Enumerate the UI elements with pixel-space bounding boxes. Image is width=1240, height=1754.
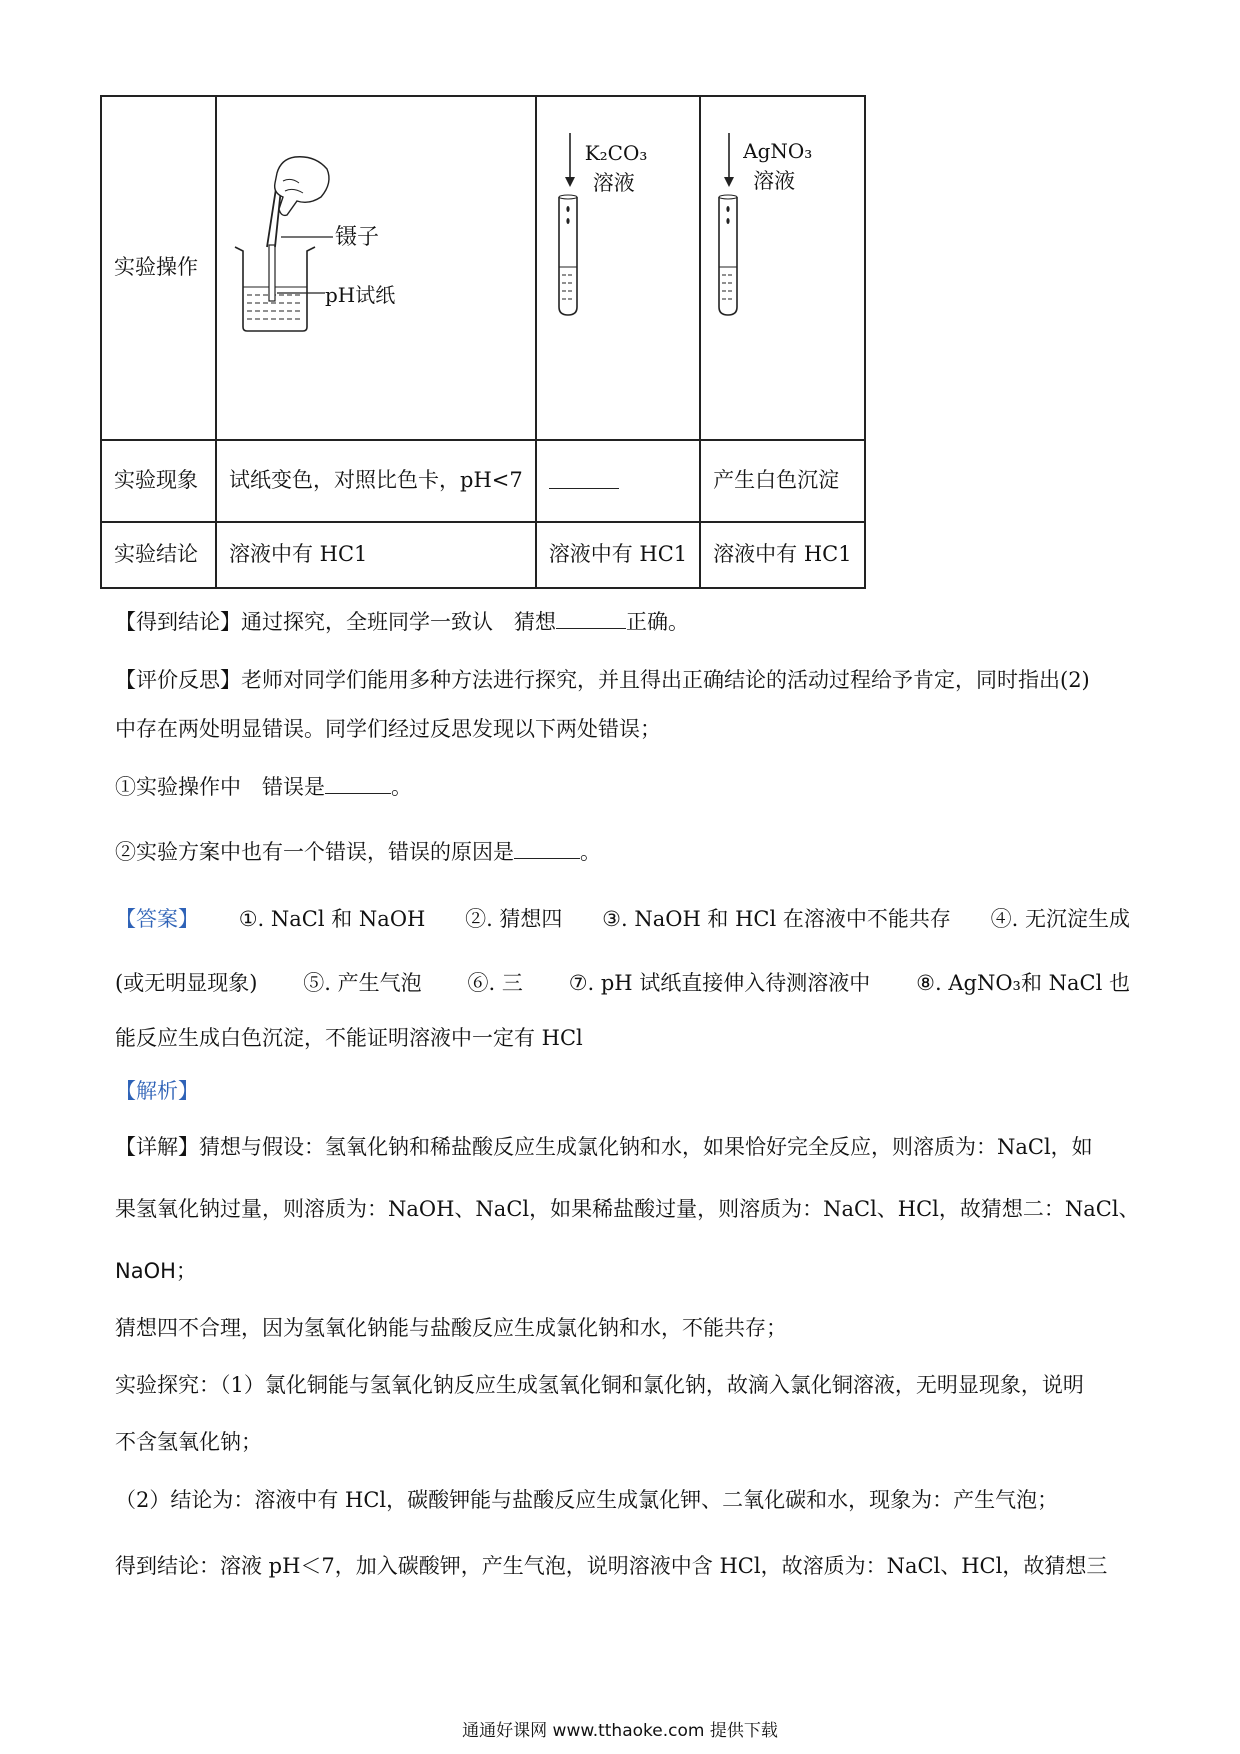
- page-footer: 通通好课网 www.tthaoke.com 提供下载: [462, 1721, 778, 1741]
- row-label-operation: 实验操作: [101, 96, 216, 440]
- conclusion-text-before: 【得到结论】通过探究，全班同学一致认 猜想: [115, 610, 556, 634]
- detail-line-5: 实验探究：（1）氯化铜能与氢氧化钠反应生成氢氧化铜和氯化钠，故滴入氯化铜溶液，无明显现象，说明: [115, 1373, 1084, 1397]
- analysis-label: 【解析】: [115, 1079, 199, 1103]
- answer-6: ⑥. 三: [467, 971, 523, 995]
- error-2-text: ②实验方案中也有一个错误，错误的原因是: [115, 840, 514, 864]
- detail-line-3: NaOH；: [115, 1259, 197, 1283]
- label-k2co3: K₂CO₃: [584, 141, 648, 165]
- answer-3: ③. NaOH 和 HCl 在溶液中不能共存: [602, 907, 951, 931]
- label-agno3-solution: 溶液: [753, 169, 796, 193]
- label-k2co3-solution: 溶液: [592, 171, 635, 195]
- conclusion-cell-1: 溶液中有 HC1: [216, 522, 536, 588]
- row-label-conclusion: 实验结论: [101, 522, 216, 588]
- detail-line-1: 【详解】猜想与假设：氢氧化钠和稀盐酸反应生成氯化钠和水，如果恰好完全反应，则溶质为：NaCl，如: [115, 1135, 1093, 1159]
- answer-line-1: [115, 903, 1130, 933]
- error-1-end: 。: [391, 775, 412, 799]
- answer-4-cont: (或无明显现象): [115, 971, 258, 995]
- conclusion-cell-3: 溶液中有 HC1: [700, 522, 864, 588]
- error-2-blank: [514, 838, 580, 859]
- reflection-line-2: 中存在两处明显错误。同学们经过反思发现以下两处错误；: [115, 717, 661, 741]
- conclusion-text-after: 正确。: [626, 610, 689, 634]
- label-tweezers: 镊子: [335, 225, 380, 250]
- figure-k2co3-test: [536, 96, 700, 440]
- conclusion-cell-2: 溶液中有 HC1: [536, 522, 700, 588]
- answer-8: ⑧. AgNO₃和 NaCl 也: [916, 971, 1130, 995]
- error-1-blank: [325, 773, 391, 794]
- error-1-paragraph: [115, 773, 1130, 800]
- figure-agno3-test: [700, 96, 864, 440]
- detail-line-8: 得到结论：溶液 pH＜7，加入碳酸钾，产生气泡，说明溶液中含 HCl，故溶质为：NaCl、HCl，故猜想三: [115, 1554, 1108, 1578]
- label-agno3: AgNO₃: [743, 139, 813, 163]
- figure-ph-test: [216, 96, 536, 440]
- conclusion-paragraph: [115, 608, 1130, 635]
- answer-5: ⑤. 产生气泡: [303, 971, 422, 995]
- error-2-paragraph: [115, 838, 1130, 865]
- phenomenon-blank: [549, 466, 619, 489]
- reflection-line-1: 【评价反思】老师对同学们能用多种方法进行探究，并且得出正确结论的活动过程给予肯定，同时指出(2): [115, 668, 1090, 692]
- answer-label: 【答案】: [115, 907, 199, 931]
- table-row-conclusion: [101, 522, 865, 588]
- answer-2: ②. 猜想四: [465, 907, 563, 931]
- answer-line-2: [115, 967, 1130, 997]
- detail-line-4: 猜想四不合理，因为氢氧化钠能与盐酸反应生成氯化钠和水，不能共存；: [115, 1316, 787, 1340]
- answer-1: ①. NaCl 和 NaOH: [238, 907, 426, 931]
- table-row-operation: [101, 96, 865, 440]
- answer-4: ④. 无沉淀生成: [990, 907, 1130, 931]
- detail-line-7: （2）结论为：溶液中有 HCl，碳酸钾能与盐酸反应生成氯化钾、二氧化碳和水，现象为：产生气泡；: [115, 1488, 1059, 1512]
- detail-line-6: 不含氢氧化钠；: [115, 1430, 262, 1454]
- phenomenon-cell-1: 试纸变色，对照比色卡，pH<7: [216, 440, 536, 522]
- row-label-phenomenon: 实验现象: [101, 440, 216, 522]
- table-row-phenomenon: [101, 440, 865, 522]
- experiment-table: [100, 95, 866, 589]
- phenomenon-cell-2: [536, 440, 700, 522]
- error-2-end: 。: [580, 840, 601, 864]
- conclusion-blank: [556, 608, 626, 629]
- answer-line-3: 能反应生成白色沉淀，不能证明溶液中一定有 HCl: [115, 1026, 583, 1050]
- phenomenon-cell-3: 产生白色沉淀: [700, 440, 864, 522]
- error-1-text: ①实验操作中 错误是: [115, 775, 325, 799]
- detail-line-2: 果氢氧化钠过量，则溶质为：NaOH、NaCl，如果稀盐酸过量，则溶质为：NaCl、HCl，故猜想二：NaCl、: [115, 1197, 1140, 1221]
- label-ph-paper: pH试纸: [325, 283, 396, 307]
- answer-7: ⑦. pH 试纸直接伸入待测溶液中: [568, 971, 871, 995]
- beaker-ph-paper-figure: [217, 97, 509, 439]
